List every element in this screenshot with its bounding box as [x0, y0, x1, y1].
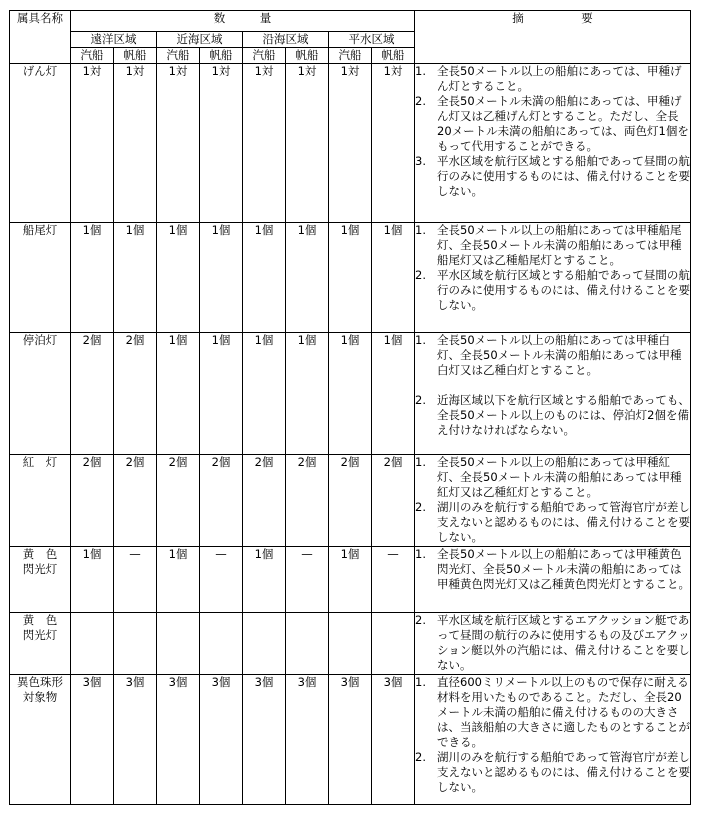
quantity-cell: 1個 [372, 223, 415, 333]
item-name-cell [10, 223, 71, 333]
remark-number: 1. [415, 675, 426, 689]
remark-number: 2. [415, 94, 426, 108]
quantity-cell: 1対 [200, 64, 243, 223]
vessel-header-steam: 汽船 [329, 48, 372, 64]
quantity-cell: 1対 [71, 64, 114, 223]
item-name-cell [10, 675, 71, 805]
item-name-line: 黄 色 [22, 547, 58, 561]
item-name-cell [10, 333, 71, 455]
quantity-cell: 1個 [157, 333, 200, 455]
quantity-cell: 3個 [71, 675, 114, 805]
remark-number: 1. [415, 223, 426, 237]
remark-item [415, 613, 690, 673]
item-name-line: 停泊灯 [22, 333, 58, 347]
remark-text: 平水区域を航行区域とする船舶であって昼間の航行のみに使用するものには、備え付けることを要しない。 [437, 268, 690, 312]
remark-text: 全長50メートル以上の船舶にあっては甲種紅灯、全長50メートル未満の船舶にあっては甲種紅灯又は乙種紅灯とすること。 [437, 455, 682, 499]
item-name-cell [10, 455, 71, 547]
quantity-cell: — [200, 547, 243, 613]
item-name-line: 閃光灯 [22, 628, 58, 642]
quantity-cell [71, 613, 114, 675]
remark-item [415, 94, 690, 154]
quantity-cell: 1対 [286, 64, 329, 223]
quantity-cell: 1個 [243, 223, 286, 333]
remark-item [415, 500, 690, 545]
quantity-cell: 1個 [114, 223, 157, 333]
remark-number: 1. [415, 333, 426, 347]
quantity-cell: 1個 [243, 333, 286, 455]
quantity-cell: 1個 [157, 223, 200, 333]
vessel-header-sail: 帆船 [372, 48, 415, 64]
item-name-line: げん灯 [22, 64, 58, 78]
quantity-cell: — [372, 547, 415, 613]
quantity-cell: 2個 [157, 455, 200, 547]
item-name-cell [10, 64, 71, 223]
quantity-cell [114, 613, 157, 675]
quantity-cell [157, 613, 200, 675]
remark-number: 2. [415, 393, 426, 407]
remark-number: 1. [415, 547, 426, 561]
quantity-cell: 2個 [200, 455, 243, 547]
quantity-cell: 1対 [372, 64, 415, 223]
quantity-cell: 1個 [329, 547, 372, 613]
quantity-cell: 1個 [286, 223, 329, 333]
remark-item [415, 154, 690, 199]
item-name-line: 閃光灯 [22, 562, 58, 576]
item-name-line: 船尾灯 [22, 223, 58, 237]
table-row [10, 64, 691, 223]
quantity-header: 数 量 [71, 11, 415, 32]
remarks-cell [415, 675, 691, 805]
vessel-header-sail: 帆船 [286, 48, 329, 64]
quantity-cell: 2個 [71, 333, 114, 455]
quantity-cell: 2個 [372, 455, 415, 547]
quantity-cell: 1個 [157, 547, 200, 613]
quantity-cell: 2個 [329, 455, 372, 547]
remark-item [415, 223, 690, 268]
quantity-cell [329, 613, 372, 675]
remark-text: 全長50メートル以上の船舶にあっては甲種白灯、全長50メートル未満の船舶にあっては甲種白灯又は乙種白灯とすること。 [437, 333, 682, 377]
quantity-cell: 1個 [200, 333, 243, 455]
remark-text: 全長50メートル以上の船舶にあっては、甲種げん灯とすること。 [437, 64, 682, 93]
quantity-cell [286, 613, 329, 675]
quantity-cell: 2個 [243, 455, 286, 547]
equipment-table [9, 10, 691, 805]
remark-text: 湖川のみを航行する船舶であって管海官庁が差し支えないと認めるものには、備え付けることを要しない。 [437, 500, 690, 544]
quantity-cell [200, 613, 243, 675]
remark-text: 全長50メートル未満の船舶にあっては、甲種げん灯又は乙種げん灯とすること。ただし、全長20メートル未満の船舶にあっては、両色灯1個をもって代用することができる。 [437, 94, 689, 153]
remarks-cell [415, 613, 691, 675]
remark-number: 2. [415, 613, 426, 627]
remark-text: 近海区域以下を航行区域とする船舶であっても、全長50メートル以上のものには、停泊灯2個を備え付けなければならない。 [437, 393, 690, 437]
quantity-cell: 1対 [114, 64, 157, 223]
remark-item [415, 333, 690, 378]
quantity-cell: 1対 [157, 64, 200, 223]
quantity-cell: 3個 [200, 675, 243, 805]
remark-text: 直径600ミリメートル以上のもので保存に耐える材料を用いたものであること。ただし、全長20メートル未満の船舶に備え付けるものの大きさは、当該船舶の大きさに適したものとすることができる。 [437, 675, 690, 749]
quantity-cell: 2個 [114, 455, 157, 547]
quantity-cell: 1個 [329, 333, 372, 455]
vessel-header-sail: 帆船 [200, 48, 243, 64]
item-name-line: 異色珠形 [17, 675, 63, 689]
quantity-cell: 1個 [372, 333, 415, 455]
table-row [10, 333, 691, 455]
remarks-cell [415, 333, 691, 455]
remarks-cell [415, 455, 691, 547]
table-row [10, 613, 691, 675]
remark-text: 全長50メートル以上の船舶にあっては甲種黄色閃光灯、全長50メートル未満の船舶にあっては甲種黄色閃光灯又は乙種黄色閃光灯とすること。 [437, 547, 690, 591]
quantity-cell: 2個 [71, 455, 114, 547]
area-header-smooth-water: 平水区域 [329, 32, 415, 48]
remarks-cell [415, 64, 691, 223]
remark-item [415, 675, 690, 750]
vessel-header-sail: 帆船 [114, 48, 157, 64]
remark-item [415, 750, 690, 795]
remark-number: 3. [415, 154, 426, 168]
quantity-cell: 3個 [286, 675, 329, 805]
vessel-header-steam: 汽船 [157, 48, 200, 64]
remarks-header: 摘 要 [415, 11, 691, 64]
quantity-cell: 1個 [71, 223, 114, 333]
quantity-cell: 1個 [286, 333, 329, 455]
remark-number: 1. [415, 64, 426, 78]
remark-number: 2. [415, 268, 426, 282]
item-name-cell [10, 547, 71, 613]
remark-number: 2. [415, 500, 426, 514]
remark-item [415, 455, 690, 500]
quantity-cell [243, 613, 286, 675]
item-name-cell [10, 613, 71, 675]
table-row [10, 675, 691, 805]
quantity-cell: — [114, 547, 157, 613]
quantity-cell: 1個 [243, 547, 286, 613]
item-name-header: 属具名称 [10, 11, 71, 64]
remarks-cell [415, 223, 691, 333]
quantity-cell: 3個 [157, 675, 200, 805]
quantity-cell: 1対 [329, 64, 372, 223]
remark-text: 湖川のみを航行する船舶であって管海官庁が差し支えないと認めるものには、備え付けることを要しない。 [437, 750, 690, 794]
item-name-line: 対象物 [22, 690, 58, 704]
table-row [10, 547, 691, 613]
quantity-cell: 3個 [243, 675, 286, 805]
remark-text: 平水区域を航行区域とするエアクッション艇であって昼間の航行のみに使用するもの及びエアクッション艇以外の汽船には、備え付けることを要しない。 [437, 613, 690, 672]
quantity-cell: 3個 [114, 675, 157, 805]
remark-item [415, 547, 690, 592]
quantity-cell: 1個 [200, 223, 243, 333]
quantity-cell: 1個 [71, 547, 114, 613]
remark-number: 1. [415, 455, 426, 469]
table-row [10, 223, 691, 333]
remarks-cell [415, 547, 691, 613]
remark-item [415, 393, 690, 438]
quantity-cell: 2個 [114, 333, 157, 455]
quantity-cell: 3個 [329, 675, 372, 805]
quantity-cell [372, 613, 415, 675]
quantity-cell: 3個 [372, 675, 415, 805]
remark-item [415, 64, 690, 94]
area-header-ocean: 遠洋区域 [71, 32, 157, 48]
remark-text: 平水区域を航行区域とする船舶であって昼間の航行のみに使用するものには、備え付けることを要しない。 [437, 154, 690, 198]
area-header-near-sea: 近海区域 [157, 32, 243, 48]
quantity-cell: 2個 [286, 455, 329, 547]
vessel-header-steam: 汽船 [71, 48, 114, 64]
item-name-line: 黄 色 [22, 613, 58, 627]
quantity-cell: — [286, 547, 329, 613]
area-header-coastal: 沿海区域 [243, 32, 329, 48]
item-name-line: 紅 灯 [22, 455, 58, 469]
quantity-cell: 1対 [243, 64, 286, 223]
table-row [10, 455, 691, 547]
remark-number: 2. [415, 750, 426, 764]
vessel-header-steam: 汽船 [243, 48, 286, 64]
quantity-cell: 1個 [329, 223, 372, 333]
remark-text: 全長50メートル以上の船舶にあっては甲種船尾灯、全長50メートル未満の船舶にあっては甲種船尾灯又は乙種船尾灯とすること。 [437, 223, 682, 267]
remark-item [415, 268, 690, 313]
